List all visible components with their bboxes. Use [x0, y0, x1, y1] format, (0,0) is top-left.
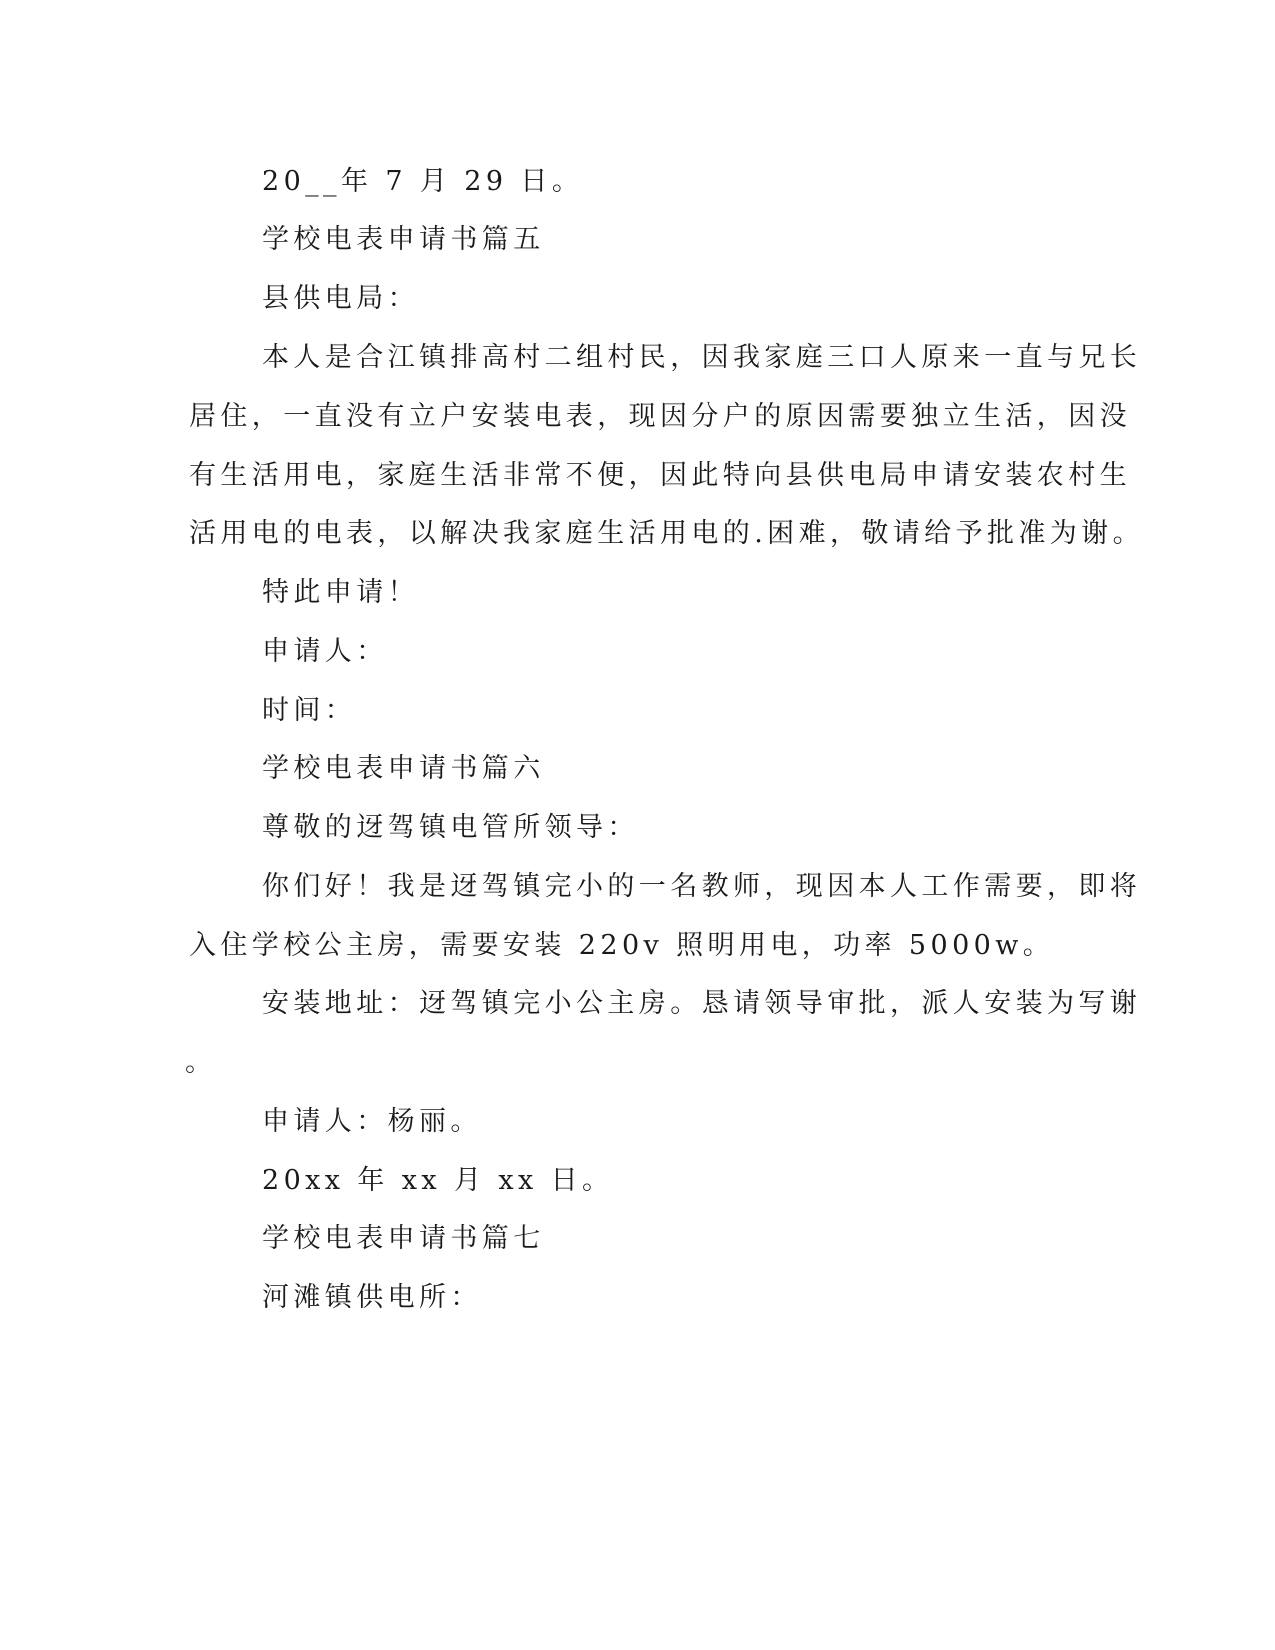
section-heading-seven: 学校电表申请书篇七 — [262, 1223, 545, 1254]
body-paragraph-line: 居住，一直没有立户安装电表，现因分户的原因需要独立生活，因没 — [189, 401, 1131, 432]
time-label: 时间： — [262, 695, 357, 726]
body-paragraph-line: 你们好！我是迓驾镇完小的一名教师，现因本人工作需要，即将 — [262, 871, 1142, 902]
applicant-label: 申请人： — [262, 636, 388, 667]
body-paragraph-line: 活用电的电表，以解决我家庭生活用电的.困难，敬请给予批准为谢。 — [189, 518, 1144, 549]
closing-line: 特此申请！ — [262, 577, 419, 608]
body-paragraph-line: 有生活用电，家庭生活非常不便，因此特向县供电局申请安装农村生 — [189, 460, 1131, 491]
section-heading-six: 学校电表申请书篇六 — [262, 753, 545, 784]
addressee-line: 县供电局： — [262, 283, 419, 314]
address-line-continuation: 。 — [185, 1047, 217, 1078]
body-paragraph-line: 本人是合江镇排高村二组村民，因我家庭三口人原来一直与兄长 — [262, 342, 1142, 373]
addressee-line: 河滩镇供电所： — [262, 1282, 482, 1313]
section-heading-five: 学校电表申请书篇五 — [262, 224, 545, 255]
address-line: 安装地址：迓驾镇完小公主房。恳请领导审批，派人安装为写谢 — [262, 988, 1142, 1019]
addressee-line: 尊敬的迓驾镇电管所领导： — [262, 812, 639, 843]
date-line: 20__年 7 月 29 日。 — [262, 166, 584, 197]
applicant-line: 申请人：杨丽。 — [262, 1106, 482, 1137]
date-line: 20xx 年 xx 月 xx 日。 — [262, 1165, 614, 1196]
body-paragraph-line: 入住学校公主房，需要安装 220v 照明用电，功率 5000w。 — [189, 930, 1055, 961]
